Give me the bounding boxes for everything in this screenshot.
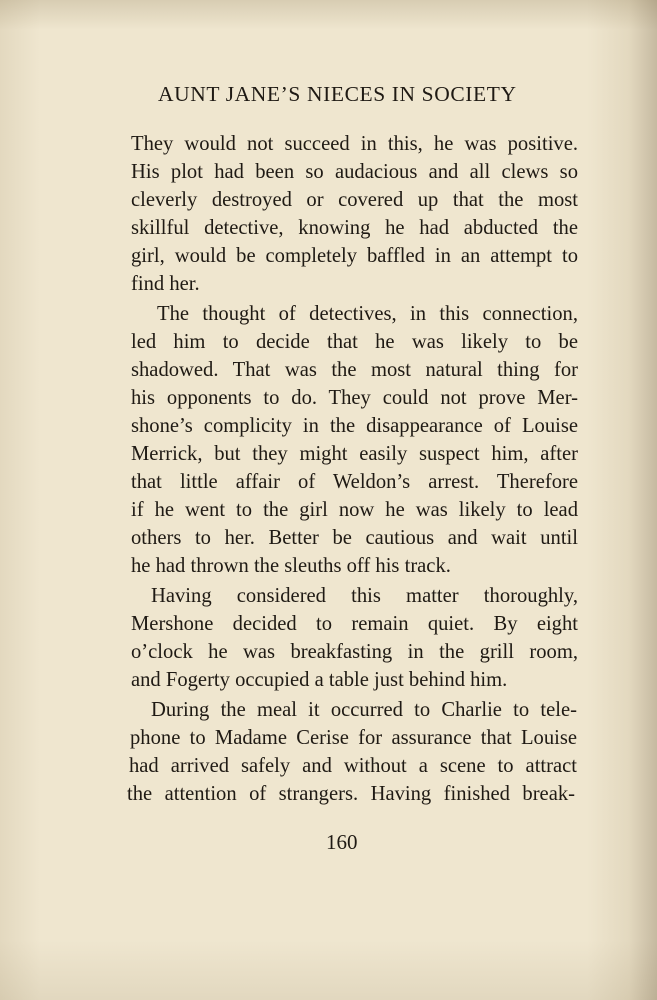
text-line: the attention of strangers. Having finished break- xyxy=(127,783,575,805)
text-line: His plot had been so audacious and all clews so xyxy=(131,161,578,183)
text-line: if he went to the girl now he was likely to lead xyxy=(131,499,578,521)
text-line: Merrick, but they might easily suspect him, after xyxy=(131,443,578,465)
text-line: phone to Madame Cerise for assurance that Louise xyxy=(130,727,577,749)
text-line: Having considered this matter thoroughly, xyxy=(151,585,578,607)
text-line: and Fogerty occupied a table just behind him. xyxy=(131,669,508,691)
text-line: that little affair of Weldon’s arrest. Therefore xyxy=(131,471,578,493)
text-line: cleverly destroyed or covered up that the most xyxy=(131,189,578,211)
text-line: had arrived safely and without a scene to attract xyxy=(129,755,577,777)
page-number: 160 xyxy=(326,830,358,854)
text-line: his opponents to do. They could not prove Mer- xyxy=(131,387,578,409)
text-line: During the meal it occurred to Charlie to tele- xyxy=(151,699,577,721)
text-line: he had thrown the sleuths off his track. xyxy=(131,555,451,577)
text-line: Mershone decided to remain quiet. By eight xyxy=(131,613,578,635)
text-line: They would not succeed in this, he was positive. xyxy=(131,133,578,155)
text-line: o’clock he was breakfasting in the grill room, xyxy=(131,641,578,663)
text-line: skillful detective, knowing he had abducted the xyxy=(131,217,578,239)
text-line: shadowed. That was the most natural thing for xyxy=(131,359,578,381)
text-line: find her. xyxy=(131,273,200,295)
text-line: led him to decide that he was likely to be xyxy=(131,331,578,353)
text-line: shone’s complicity in the disappearance of Louise xyxy=(131,415,578,437)
text-line: girl, would be completely baffled in an attempt to xyxy=(131,245,578,267)
text-line: others to her. Better be cautious and wait until xyxy=(131,527,578,549)
text-line: The thought of detectives, in this connection, xyxy=(157,303,578,325)
running-head: AUNT JANE’S NIECES IN SOCIETY xyxy=(158,82,517,106)
